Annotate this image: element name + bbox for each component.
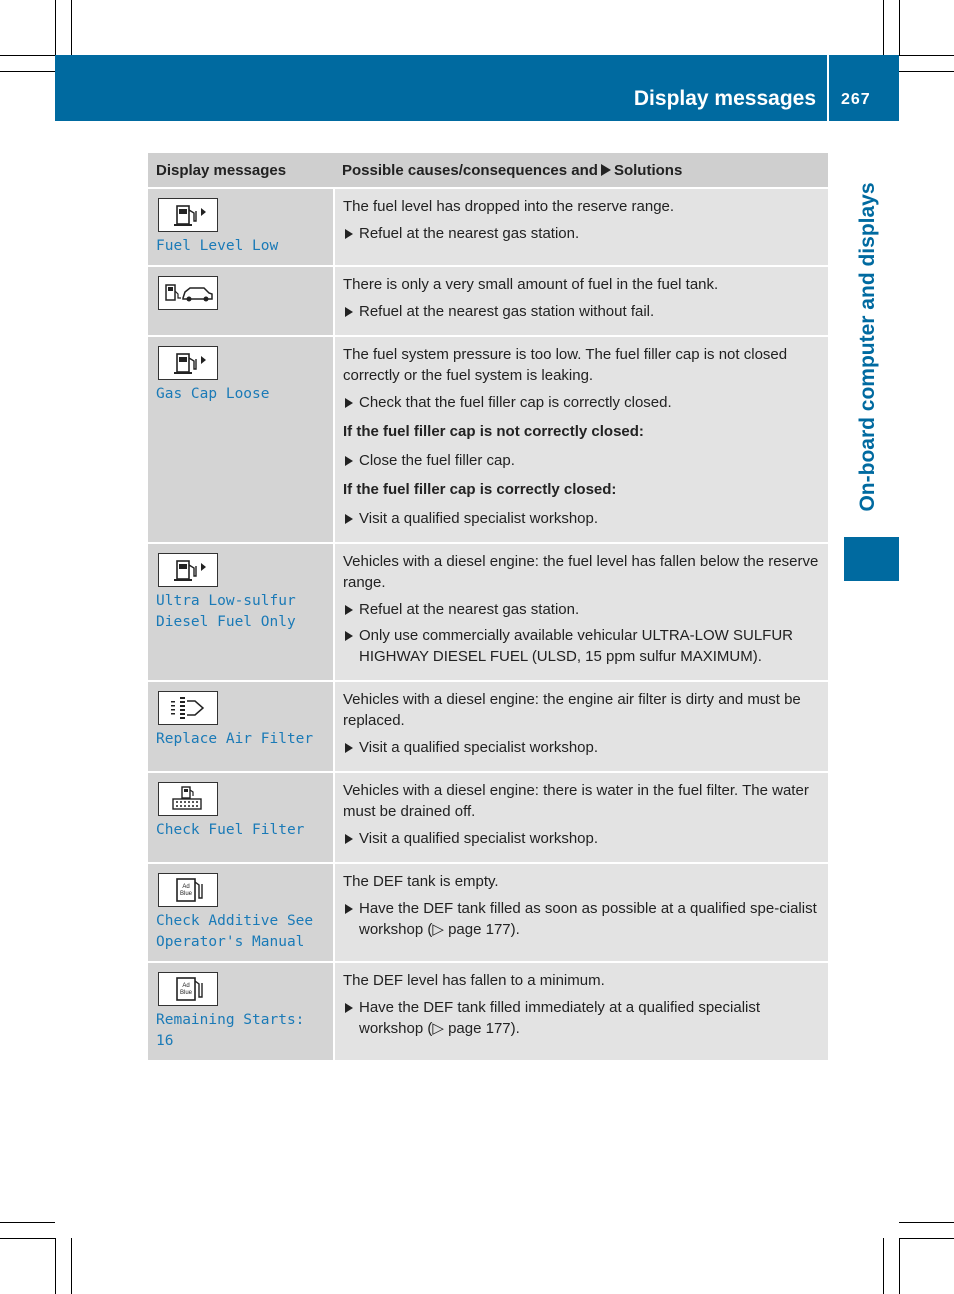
crop-mark <box>0 1238 55 1239</box>
condition-heading: If the fuel filler cap is not correctly closed: <box>343 423 644 440</box>
message-cell <box>148 681 334 772</box>
cause-text: Vehicles with a diesel engine: the fuel level has fallen below the reserve range. <box>343 553 819 591</box>
solution-item: Close the fuel filler cap. <box>343 450 820 471</box>
crop-mark <box>71 1238 72 1294</box>
svg-text:Ad: Ad <box>182 983 190 989</box>
svg-text:Blue: Blue <box>179 990 193 996</box>
solution-cell <box>334 681 828 772</box>
table-row <box>148 681 828 772</box>
crop-mark <box>71 0 72 55</box>
message-text: Fuel Level Low <box>156 238 279 254</box>
crop-mark <box>0 55 55 56</box>
message-text: Check Fuel Filter <box>156 822 305 838</box>
solution-item: Refuel at the nearest gas station. <box>343 599 820 620</box>
page-header <box>55 55 899 121</box>
message-cell <box>148 543 334 681</box>
message-text: Remaining Starts: 16 <box>156 1012 305 1049</box>
solution-cell <box>334 863 828 962</box>
cause-text: The DEF level has fallen to a minimum. <box>343 972 605 989</box>
cause-text: Vehicles with a diesel engine: the engine air filter is dirty and must be replaced. <box>343 691 801 729</box>
solution-item: Visit a qualified specialist workshop. <box>343 508 820 529</box>
display-messages-table <box>148 153 828 1060</box>
adblue-icon <box>158 873 218 907</box>
fuel-pump-icon <box>158 553 218 587</box>
adblue-icon <box>158 972 218 1006</box>
solution-item: Visit a qualified specialist workshop. <box>343 737 820 758</box>
column-header-solutions <box>334 153 828 188</box>
message-cell <box>148 266 334 336</box>
svg-text:Blue: Blue <box>179 891 193 897</box>
fuel-pump-icon <box>158 346 218 380</box>
cause-text: The fuel level has dropped into the reserve range. <box>343 198 675 215</box>
header-divider <box>827 55 829 121</box>
fuel-filter-icon <box>158 782 218 816</box>
triangle-right-icon <box>601 164 611 176</box>
message-text: Gas Cap Loose <box>156 386 270 402</box>
message-text: Ultra Low-sulfur Diesel Fuel Only <box>156 593 296 630</box>
crop-mark <box>899 1222 954 1223</box>
solution-item: Have the DEF tank filled as soon as possible at a qualified spe-cialist workshop (▷ page 177). <box>343 898 820 940</box>
solution-cell <box>334 962 828 1060</box>
cause-text: Vehicles with a diesel engine: there is water in the fuel filter. The water must be drained off. <box>343 782 809 820</box>
air-filter-icon <box>158 691 218 725</box>
cause-text: The fuel system pressure is too low. The fuel filler cap is not closed correctly or the fuel system is leaking. <box>343 346 788 384</box>
crop-mark <box>883 1238 884 1294</box>
condition-heading: If the fuel filler cap is correctly closed: <box>343 481 617 498</box>
message-cell <box>148 188 334 266</box>
table-row <box>148 962 828 1060</box>
chapter-tab <box>844 537 899 581</box>
table-row <box>148 543 828 681</box>
table-row <box>148 266 828 336</box>
cause-text: The DEF tank is empty. <box>343 873 499 890</box>
column-header-solutions-label: Solutions <box>613 162 683 179</box>
message-text: Replace Air Filter <box>156 731 314 747</box>
table-row <box>148 772 828 863</box>
message-cell <box>148 336 334 543</box>
solution-cell <box>334 266 828 336</box>
message-cell <box>148 962 334 1060</box>
message-text: Check Additive See Operator's Manual <box>156 913 314 950</box>
solution-item: Refuel at the nearest gas station without fail. <box>343 301 820 322</box>
table-row <box>148 188 828 266</box>
crop-mark <box>899 0 900 55</box>
solution-item: Check that the fuel filler cap is correctly closed. <box>343 392 820 413</box>
chapter-label: On-board computer and displays <box>856 182 879 512</box>
solution-item: Have the DEF tank filled immediately at a qualified specialist workshop (▷ page 177). <box>343 997 820 1039</box>
crop-mark <box>883 0 884 55</box>
crop-mark <box>899 1238 900 1294</box>
solution-cell <box>334 543 828 681</box>
crop-mark <box>899 55 954 56</box>
section-title: Display messages <box>633 87 816 110</box>
page-number: 267 <box>841 91 871 108</box>
solution-item: Refuel at the nearest gas station. <box>343 223 820 244</box>
crop-mark <box>55 1238 56 1294</box>
solution-cell <box>334 188 828 266</box>
message-cell <box>148 863 334 962</box>
svg-text:Ad: Ad <box>182 884 190 890</box>
table-row <box>148 863 828 962</box>
cause-text: There is only a very small amount of fuel in the fuel tank. <box>343 276 719 293</box>
crop-mark <box>0 71 55 72</box>
fuel-pump-icon <box>158 198 218 232</box>
message-cell <box>148 772 334 863</box>
crop-mark <box>899 71 954 72</box>
crop-mark <box>899 1238 954 1239</box>
crop-mark <box>0 1222 55 1223</box>
solution-item: Visit a qualified specialist workshop. <box>343 828 820 849</box>
column-header-causes: Possible causes/consequences and <box>342 162 598 179</box>
table-header-row <box>148 153 828 188</box>
fuel-car-icon <box>158 276 218 310</box>
solution-cell <box>334 772 828 863</box>
solution-item: Only use commercially available vehicular ULTRA-LOW SULFUR HIGHWAY DIESEL FUEL (ULSD, 15 ppm sulfur MAXIMUM). <box>343 625 820 667</box>
column-header-display-messages: Display messages <box>148 153 334 188</box>
table-row <box>148 336 828 543</box>
crop-mark <box>55 0 56 55</box>
solution-cell <box>334 336 828 543</box>
